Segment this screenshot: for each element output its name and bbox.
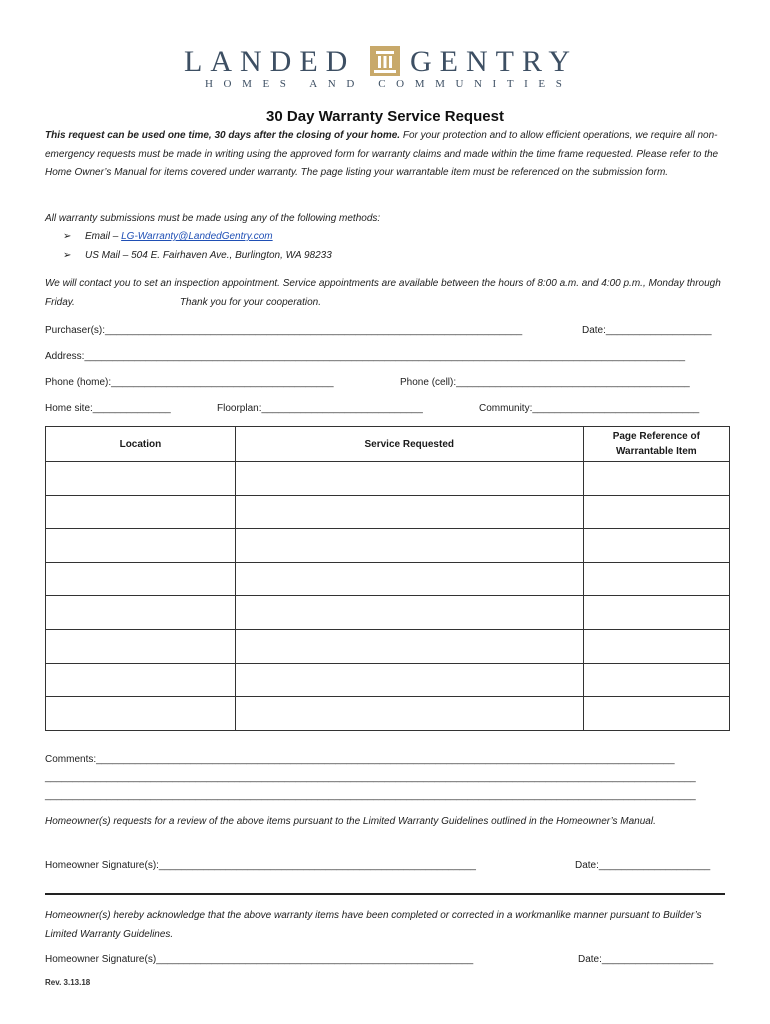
location-cell[interactable] xyxy=(46,663,236,697)
comments-line[interactable]: _____________________________________________________________________________________________________________________ xyxy=(45,790,696,801)
company-logo xyxy=(0,40,770,96)
location-cell[interactable] xyxy=(46,529,236,563)
submission-methods-list xyxy=(63,228,332,265)
intro-bold: This request can be used one time, 30 days after the closing of your home. xyxy=(45,130,401,141)
floorplan-field[interactable]: Floorplan:_____________________________ xyxy=(217,403,423,414)
acknowledgement-date-field[interactable]: Date:____________________ xyxy=(578,954,714,965)
table-header-row xyxy=(46,427,730,462)
table-row xyxy=(46,697,730,731)
column-header-location: Location xyxy=(46,427,236,462)
address-field[interactable]: Address:____________________________________________________________________________________________________________ xyxy=(45,351,686,362)
table-row xyxy=(46,495,730,529)
form-title: 30 Day Warranty Service Request xyxy=(266,108,504,125)
table-row xyxy=(46,596,730,630)
page-reference-cell[interactable] xyxy=(583,462,729,496)
location-cell[interactable] xyxy=(46,629,236,663)
service-cell[interactable] xyxy=(235,596,583,630)
comments-line[interactable]: _____________________________________________________________________________________________________________________ xyxy=(45,772,696,783)
review-date-field[interactable]: Date:____________________ xyxy=(575,860,711,871)
table-row xyxy=(46,663,730,697)
arrow-bullet-icon: ➢ xyxy=(63,231,72,242)
review-signature-field[interactable]: Homeowner Signature(s):_________________________________________________________ xyxy=(45,860,476,871)
service-cell[interactable] xyxy=(235,663,583,697)
service-cell[interactable] xyxy=(235,462,583,496)
comments-field[interactable]: Comments:________________________________________________________________________________________________________ xyxy=(45,754,675,765)
methods-intro: All warranty submissions must be made using any of the following methods: xyxy=(45,213,381,224)
service-cell[interactable] xyxy=(235,562,583,596)
intro-paragraph xyxy=(45,127,735,183)
service-cell[interactable] xyxy=(235,629,583,663)
contact-paragraph xyxy=(45,275,735,312)
method-email xyxy=(63,228,332,247)
table-row xyxy=(46,529,730,563)
community-field[interactable]: Community:______________________________ xyxy=(479,403,700,414)
section-divider xyxy=(45,893,725,895)
location-cell[interactable] xyxy=(46,562,236,596)
acknowledgement-text: Homeowner(s) hereby acknowledge that the above warranty items have been completed or corrected in a workmanlike manner pursuant to Builder’s Limited Warranty Guidelines. xyxy=(45,910,702,940)
building-logo-icon xyxy=(370,46,400,76)
email-label: Email – xyxy=(85,231,122,242)
table-row xyxy=(46,562,730,596)
phone-cell-field[interactable]: Phone (cell):__________________________________________ xyxy=(400,377,690,388)
page-reference-cell[interactable] xyxy=(583,529,729,563)
email-link[interactable]: LG-Warranty@LandedGentry.com xyxy=(121,231,273,242)
location-cell[interactable] xyxy=(46,697,236,731)
review-request-text: Homeowner(s) requests for a review of the above items pursuant to the Limited Warranty Guidelines outlined in the Homeowner’s Manual. xyxy=(45,816,656,827)
service-cell[interactable] xyxy=(235,495,583,529)
column-header-page-reference: Page Reference of Warrantable Item xyxy=(583,427,729,462)
page-reference-cell[interactable] xyxy=(583,697,729,731)
acknowledgement-signature-field[interactable]: Homeowner Signature(s)_________________________________________________________ xyxy=(45,954,474,965)
logo-word-right: GENTRY xyxy=(410,45,578,78)
purchaser-field[interactable]: Purchaser(s):___________________________________________________________________________ xyxy=(45,325,523,336)
table-row xyxy=(46,462,730,496)
page-reference-cell[interactable] xyxy=(583,663,729,697)
revision-label: Rev. 3.13.18 xyxy=(45,978,91,987)
logo-word-left: LANDED xyxy=(184,45,356,78)
table-row xyxy=(46,629,730,663)
warranty-items-table xyxy=(45,426,730,731)
logo-subtitle: HOMES AND COMMUNITIES xyxy=(205,78,573,90)
service-cell[interactable] xyxy=(235,697,583,731)
date-field[interactable]: Date:___________________ xyxy=(582,325,712,336)
location-cell[interactable] xyxy=(46,462,236,496)
location-cell[interactable] xyxy=(46,495,236,529)
intro-rest: For your protection and to allow efficient operations, we require all non-emergency requests must be made in writing using the approved form for warranty claims and made within the time frame requested. Please refer to the Home Owner’s Manual for items covered under warranty. The page listing your warrantable item must be referenced on the submission form. xyxy=(45,130,719,178)
page-reference-cell[interactable] xyxy=(583,629,729,663)
mail-address: US Mail – 504 E. Fairhaven Ave., Burlington, WA 98233 xyxy=(85,249,332,261)
phone-home-field[interactable]: Phone (home):________________________________________ xyxy=(45,377,334,388)
page-reference-cell[interactable] xyxy=(583,562,729,596)
method-mail xyxy=(63,247,332,266)
home-site-field[interactable]: Home site:______________ xyxy=(45,403,171,414)
location-cell[interactable] xyxy=(46,596,236,630)
table-body xyxy=(46,462,730,731)
column-header-service: Service Requested xyxy=(235,427,583,462)
page-reference-cell[interactable] xyxy=(583,495,729,529)
page-reference-cell[interactable] xyxy=(583,596,729,630)
contact-text: We will contact you to set an inspection appointment. Service appointments are available between the hours of 8:00 a.m. and 4:00 p.m., Monday through Friday. xyxy=(45,278,721,308)
service-cell[interactable] xyxy=(235,529,583,563)
thanks-text: Thank you for your cooperation. xyxy=(179,296,322,308)
arrow-bullet-icon: ➢ xyxy=(63,249,72,261)
